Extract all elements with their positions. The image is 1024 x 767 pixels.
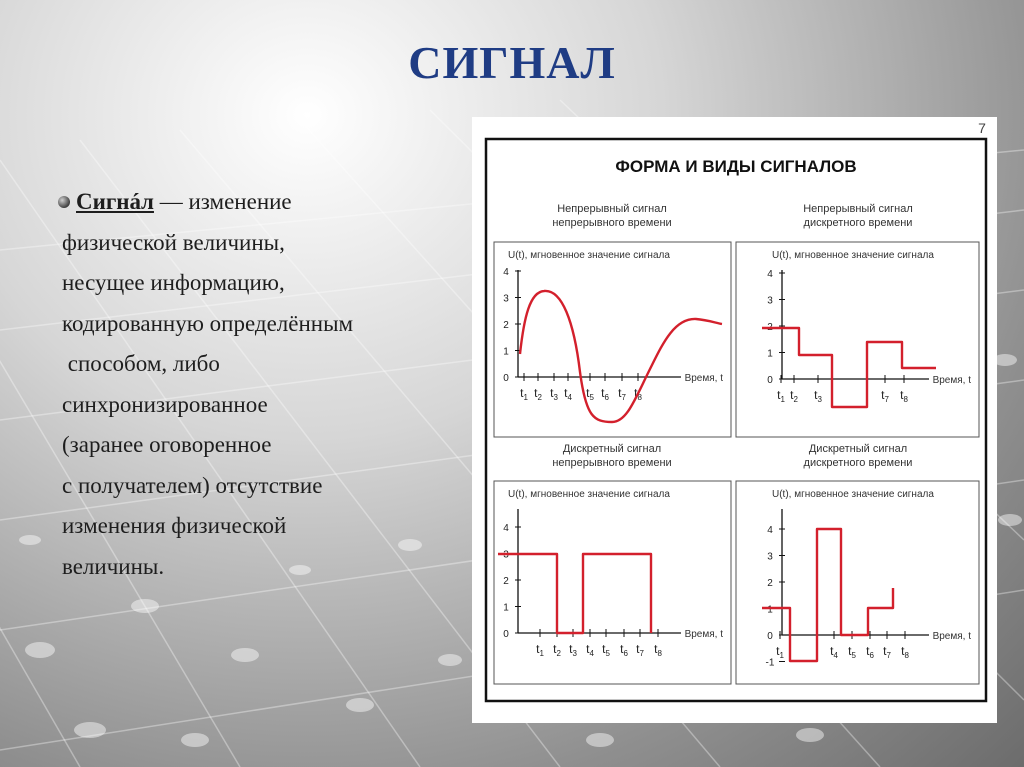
definition-line: (заранее оговоренное — [62, 432, 272, 457]
x-tick-label: $t_1$ — [520, 386, 528, 402]
definition-first-line — [62, 182, 462, 223]
x-tick-label: $t_8$ — [634, 386, 642, 402]
panel-title-line: Дискретный сигнал — [808, 443, 908, 455]
signal-line — [498, 554, 651, 633]
x-tick-label: $t_1$ — [776, 644, 784, 660]
y-tick-label: 1 — [767, 348, 773, 360]
panel-title-line: Дискретный сигнал — [562, 443, 662, 455]
x-tick-label: $t_4$ — [586, 642, 594, 658]
x-tick-label: $t_4$ — [564, 386, 572, 402]
x-tick-label: $t_3$ — [569, 642, 577, 658]
x-tick-label: $t_7$ — [636, 642, 644, 658]
y-tick-label: 3 — [767, 295, 773, 307]
x-tick-label: $t_3$ — [814, 388, 822, 404]
x-tick-label: $t_2$ — [553, 642, 561, 658]
definition-line-rest: — изменение — [153, 189, 292, 214]
bullet-icon — [58, 196, 70, 208]
x-tick-label: $t_2$ — [534, 386, 542, 402]
definition-text — [62, 182, 462, 587]
x-tick-label: $t_8$ — [900, 388, 908, 404]
y-tick-label: 1 — [503, 602, 509, 614]
y-tick-label: 0 — [767, 631, 773, 642]
x-axis-label: Время, t — [932, 631, 971, 642]
x-tick-label: $t_7$ — [881, 388, 889, 404]
y-tick-label: 1 — [503, 346, 509, 358]
y-tick-label: 3 — [767, 551, 773, 563]
definition-line: изменения физической — [62, 513, 287, 538]
x-tick-label: $t_7$ — [883, 644, 891, 660]
definition-line: величины. — [62, 553, 165, 579]
y-tick-label: 1 — [767, 604, 773, 616]
panel-title-line: непрерывного времени — [552, 217, 672, 229]
x-axis-label: Время, t — [684, 373, 723, 384]
y-tick-label: 0 — [503, 629, 509, 640]
panel-title-line: дискретного времени — [803, 457, 913, 469]
y-tick-label: 4 — [503, 523, 509, 534]
definition-line: кодированную определённым — [62, 310, 354, 336]
page-number: 7 — [978, 120, 986, 136]
x-tick-label: $t_6$ — [620, 642, 628, 658]
definition-line: физической величины, — [62, 229, 285, 255]
y-axis-label: U(t), мгновенное значение сигнала — [508, 250, 670, 261]
figure-title: ФОРМА И ВИДЫ СИГНАЛОВ — [615, 157, 857, 176]
y-tick-label: 3 — [503, 549, 509, 561]
y-tick-label: 0 — [503, 373, 509, 384]
panel-frame — [494, 481, 731, 684]
x-tick-label: $t_3$ — [550, 386, 558, 402]
x-tick-label: $t_4$ — [830, 644, 838, 660]
panel-title-line: Непрерывный сигнал — [557, 203, 667, 215]
definition-line: несущее информацию, — [62, 270, 285, 295]
definition-term: Сигнáл — [76, 189, 154, 214]
x-axis-label: Время, t — [932, 375, 971, 386]
y-tick-label: 4 — [767, 525, 773, 536]
y-tick-label: -1 — [765, 657, 775, 669]
y-axis-label: U(t), мгновенное значение сигнала — [508, 489, 670, 500]
y-axis-label: U(t), мгновенное значение сигнала — [772, 489, 934, 500]
y-tick-label: 0 — [767, 375, 773, 386]
definition-line: с получателем) отсутствие — [62, 472, 323, 498]
signal-panel — [736, 203, 979, 437]
x-tick-label: $t_5$ — [848, 644, 856, 660]
x-tick-label: $t_1$ — [777, 388, 785, 404]
signal-panel — [494, 443, 731, 684]
x-tick-label: $t_8$ — [654, 642, 662, 658]
signal-forms-figure — [472, 117, 997, 723]
x-tick-label: $t_6$ — [866, 644, 874, 660]
y-tick-label: 2 — [767, 578, 773, 589]
x-tick-label: $t_5$ — [602, 642, 610, 658]
x-tick-label: $t_6$ — [601, 386, 609, 402]
panel-title-line: Непрерывный сигнал — [803, 203, 913, 215]
y-tick-label: 4 — [767, 269, 773, 280]
panel-title-line: непрерывного времени — [552, 457, 672, 469]
y-tick-label: 4 — [503, 267, 509, 278]
y-tick-label: 2 — [767, 322, 773, 333]
signal-forms-diagram — [472, 117, 997, 723]
x-tick-label: $t_8$ — [901, 644, 909, 660]
x-tick-label: $t_5$ — [586, 386, 594, 402]
signal-panel — [736, 443, 979, 684]
definition-line: синхронизированное — [62, 391, 268, 417]
signal-panel — [494, 203, 731, 437]
definition-line: способом, либо — [62, 351, 220, 376]
x-tick-label: $t_7$ — [618, 386, 626, 402]
y-axis-label: U(t), мгновенное значение сигнала — [772, 250, 934, 261]
y-tick-label: 2 — [503, 576, 509, 587]
panel-frame — [494, 242, 731, 437]
x-axis-label: Время, t — [684, 629, 723, 640]
signal-line — [762, 328, 936, 407]
x-tick-label: $t_1$ — [536, 642, 544, 658]
signal-line — [520, 291, 722, 422]
y-tick-label: 3 — [503, 293, 509, 305]
y-tick-label: 2 — [503, 320, 509, 331]
slide-title: СИГНАЛ — [408, 37, 616, 88]
x-tick-label: $t_2$ — [790, 388, 798, 404]
panel-title-line: дискретного времени — [803, 217, 913, 229]
